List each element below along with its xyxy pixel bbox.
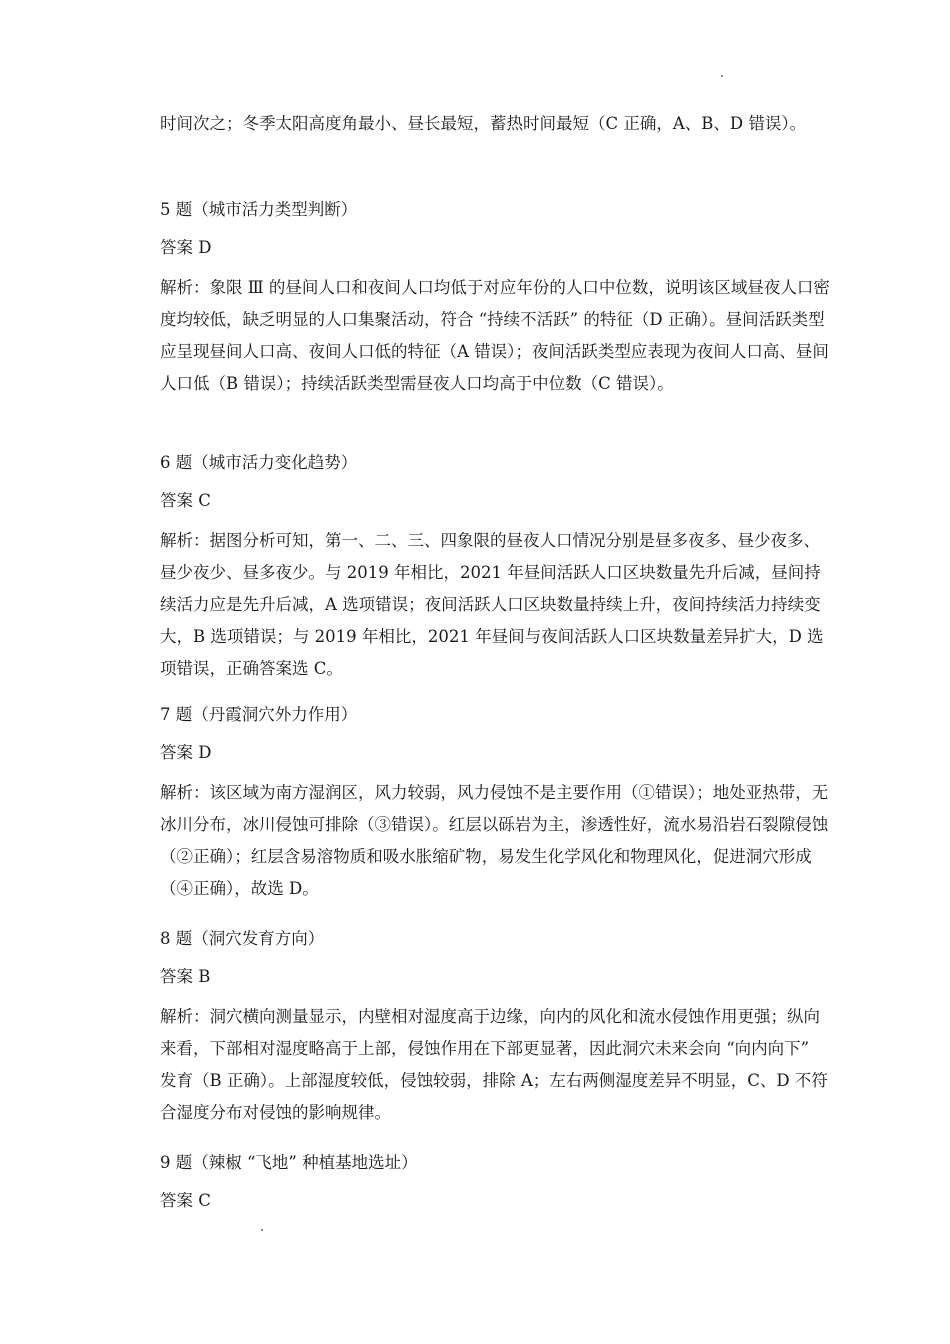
intro-paragraph: 时间次之；冬季太阳高度角最小、昼长最短，蓄热时间最短（C 正确，A、B、D 错误）。 — [160, 114, 807, 133]
question-6-answer: 答案 C — [160, 491, 211, 510]
question-8-answer: 答案 B — [160, 967, 211, 986]
question-5-answer: 答案 D — [160, 238, 212, 257]
question-6-heading: 6 题（城市活力变化趋势） — [160, 453, 358, 472]
question-5-analysis: 解析：象限 Ⅲ 的昼间人口和夜间人口均低于对应年份的人口中位数，说明该区域昼夜人口密度均较低，缺乏明显的人口集聚活动，符合 “持续不活跃” 的特征（D 正确）。昼间活跃类型应呈现昼间人口高、夜间人口低的特征（A 错误）；夜间活跃类型应表现为夜间人口高、昼间人口低（B 错误）；持续活跃类型需昼夜人口均高于中位数（C 错误）。 — [160, 278, 830, 393]
question-5-heading: 5 题（城市活力类型判断） — [160, 200, 358, 219]
scan-dot — [721, 75, 723, 77]
scan-dot — [261, 1229, 263, 1231]
question-9-heading: 9 题（辣椒 “飞地” 种植基地选址） — [160, 1153, 418, 1172]
question-7-heading: 7 题（丹霞洞穴外力作用） — [160, 705, 358, 724]
question-7-analysis: 解析：该区域为南方湿润区，风力较弱，风力侵蚀不是主要作用（①错误）；地处亚热带，无冰川分布，冰川侵蚀可排除（③错误）。红层以砾岩为主，渗透性好，流水易沿岩石裂隙侵蚀（②正确）；红层含易溶物质和吸水胀缩矿物，易发生化学风化和物理风化，促进洞穴形成（④正确），故选 D。 — [160, 783, 829, 898]
question-7-answer: 答案 D — [160, 743, 212, 762]
question-6-analysis: 解析：据图分析可知，第一、二、三、四象限的昼夜人口情况分别是昼多夜多、昼少夜多、昼少夜少、昼多夜少。与 2019 年相比，2021 年昼间活跃人口区块数量先升后减，昼间持续活力应是先升后减，A 选项错误；夜间活跃人口区块数量持续上升，夜间持续活力持续变大，B 选项错误；与 2019 年相比，2021 年昼间与夜间活跃人口区块数量差异扩大，D 选项错误，正确答案选 C。 — [160, 531, 824, 678]
question-8-heading: 8 题（洞穴发育方向） — [160, 929, 325, 948]
question-9-answer: 答案 C — [160, 1191, 211, 1210]
question-8-analysis: 解析：洞穴横向测量显示，内壁相对湿度高于边缘，向内的风化和流水侵蚀作用更强；纵向来看，下部相对湿度略高于上部，侵蚀作用在下部更显著，因此洞穴未来会向 “向内向下” 发育（B 正确）。上部湿度较低，侵蚀较弱，排除 A；左右两侧湿度差异不明显，C、D 不符合湿度分布对侵蚀的影响规律。 — [160, 1007, 828, 1122]
